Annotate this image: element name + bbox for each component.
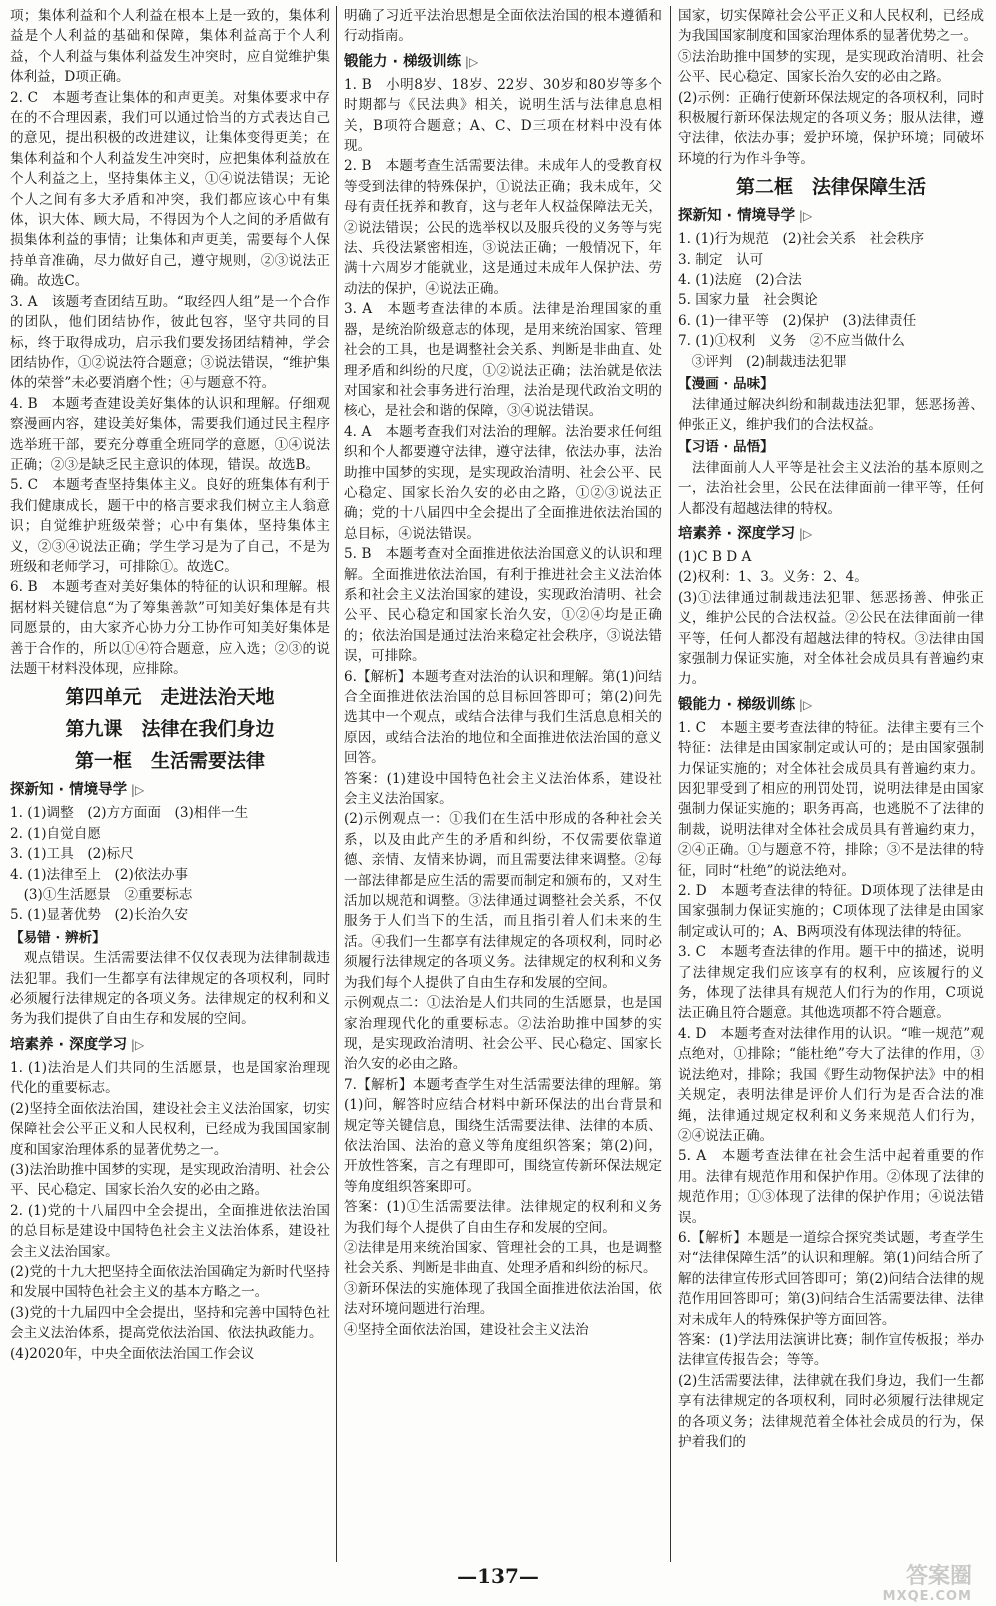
answer-paragraph: 1. (1)调整 (2)方方面面 (3)相伴一生 2. (1)自觉自愿 3. (1)工具 (2)标尺 4. (1)法律至上 (2)依法办事 (3)①生活愿景 ②重要标志 5. (1)显著优势 (2)长治久安 (10, 805, 249, 924)
section-heading (678, 521, 984, 547)
chevron-right-icon: |▷ (795, 209, 813, 224)
unit-title: 第四单元 走进法治天地 (65, 686, 275, 709)
answer-paragraph: 3. C 本题考查法律的作用。题干中的描述，说明了法律规定我们应该享有的权利，应该履行的义务，体现了法律具有规范人们行为的作用，C项说法正确且符合题意。其他选项都不符合题意。 (678, 944, 984, 1022)
section-heading-text: 培素养 · 深度学习 (678, 525, 796, 542)
answer-paragraph: 6.【解析】本题考查对法治的认识和理解。第(1)问结合全面推进依法治国的总目标回答即可；第(2)问先选其中一个观点，或结合法律与我们生活息息相关的原因，或结合法治的地位和全面推进依法治国的意义回答。 答案：(1)建设中国特色社会主义法治体系，建设社会主义法治国家。 (2)示例观点一：①我们在生活中形成的各种社会关系，以及由此产生的矛盾和纠纷，不仅需要依靠道德、亲情、友情来协调，而且需要法律来调整。②每一部法律都是应生活的需要而制定和颁布的，又对生活加以规范和调整。③法律通过调整社会关系，不仅服务于人们当下的生活，而且指引着人们未来的生活。④我们一生都享有法律规定的各项权利，同时必须履行法律规定的各项义务。法律规定的权利和义务为我们每个人提供了自由生存和发展的空间。 示例观点二：①法治是人们共同的生活愿景，也是国家治理现代化的重要标志。②法治助推中国梦的实现，是实现政治清明、社会公平、民心稳定、国家长治久安的必由之路。 (344, 668, 662, 1073)
section-heading (678, 692, 984, 718)
chevron-right-icon: |▷ (795, 526, 813, 541)
unit-title: 第一框 生活需要法律 (74, 750, 265, 773)
unit-title: 第九课 法律在我们身边 (65, 718, 275, 741)
answer-paragraph: 1. (1)行为规范 (2)社会关系 社会秩序 3. 制定 认可 4. (1)法庭 (2)合法 5. 国家力量 社会舆论 6. (1)一律平等 (2)保护 (3)法律责任 7. (1)①权利 义务 ②不应当做什么 ③评判 (2)制裁违法犯罪 (678, 231, 925, 370)
chevron-right-icon: |▷ (127, 1037, 145, 1052)
watermark-url: MXQE.COM (882, 1589, 972, 1604)
answer-paragraph: 3. A 该题考查团结互助。“取经四人组”是一个合作的团队，他们团结协作，彼此包容，坚守共同的目标，终于取得成功，启示我们要发扬团结精神，学会团结协作，①②说法符合题意；③说法错误，“维护集体的荣誉”未必要消磨个性；④与题意不符。 (10, 293, 330, 392)
answer-paragraph: 国家，切实保障社会公平正义和人民权利，已经成为我国国家制度和国家治理体系的显著优势之一。 ⑤法治助推中国梦的实现，是实现政治清明、社会公平、民心稳定、国家长治久安的必由之路。 (2)示例：正确行使新环保法规定的各项权利，同时积极履行新环保法规定的各项义务；服从法律，遵守法律，依法办事；爱护环境，保护环境；同破坏环境的行为作斗争等。 (678, 8, 984, 167)
chevron-right-icon: |▷ (127, 783, 145, 798)
unit-title: 第二框 法律保障生活 (735, 176, 926, 199)
section-heading-text: 培素养 · 深度学习 (10, 1036, 128, 1053)
answer-paragraph: 5. B 本题考查对全面推进依法治国意义的认识和理解。全面推进依法治国，有利于推进社会主义法治体系和社会主义法治国家的建设，实现政治清明、社会公平、民心稳定和国家长治久安，①②④均是正确的；依法治国是通过法治来稳定社会秩序，③说法错误，可排除。 (344, 546, 662, 665)
answer-paragraph: 3. A 本题考查法律的本质。法律是治理国家的重器，是统治阶级意志的体现，是用来统治国家、管理社会的工具，也是调整社会关系、判断是非曲直、处理矛盾和纠纷的尺度，①②说法正确；法治就是依法对国家和社会事务进行治理，法治是现代政治文明的核心，是社会和谐的保障，③④说法错误。 (344, 301, 662, 420)
answer-paragraph: 法律面前人人平等是社会主义法治的基本原则之一，法治社会里，公民在法律面前一律平等，任何人都没有超越法律的特权。 (678, 459, 984, 517)
answer-paragraph: 1. B 小明8岁、18岁、22岁、30岁和80岁等多个时期都与《民法典》相关，说明生活与法律息息相关，B项符合题意；A、C、D三项在材料中没有体现。 (344, 76, 662, 155)
sub-heading: 【漫画 · 品味】 (678, 376, 774, 393)
answer-paragraph: 2. C 本题考查让集体的和声更美。对集体要求中存在的不合理因素，我们可以通过恰当的方式表达自己的意见，提出积极的改进建议，让集体变得更美；在集体利益和个人利益发生冲突时，应把集体利益放在个人利益之上，坚持集体主义，①④说法错误；无论个人之间有多大矛盾和冲突，我们都应该心中有集体，识大体、顾大局，不得因为个人之间的矛盾做有损集体利益的事情；让集体和声更美，需要每个人保持单音准确，尽力做好自己，遵守规则，②③说法正确。故选C。 (10, 89, 330, 290)
section-heading (678, 203, 984, 229)
watermark-text: 答案圈 (905, 1564, 972, 1589)
answer-paragraph: 明确了习近平法治思想是全面依法治国的根本遵循和行动指南。 (344, 8, 662, 45)
section-heading (10, 777, 330, 803)
sub-heading: 【习语 · 品悟】 (678, 439, 774, 456)
column-middle (344, 6, 662, 1340)
answer-paragraph: 法律通过解决纠纷和制裁违法犯罪，惩恶扬善、伸张正义，维护我们的合法权益。 (678, 396, 984, 433)
answer-paragraph: 4. B 本题考查建设美好集体的认识和理解。仔细观察漫画内容，建设美好集体，需要我们通过民主程序选举班干部，要充分尊重全班同学的意愿，①④说法正确；②③是缺乏民主意识的体现，错误。故选B。 (10, 395, 330, 473)
answer-paragraph: 5. C 本题考查坚持集体主义。良好的班集体有利于我们健康成长，题干中的格言要求我们树立主人翁意识；自觉维护班级荣誉；心中有集体，坚持集体主义，②③④说法正确；学生学习是为了自己，不是为班级和老师学习，可排除①。故选C。 (10, 477, 330, 575)
column-divider (670, 6, 671, 1562)
section-heading-text: 探新知 · 情境导学 (10, 782, 128, 799)
column-left (10, 6, 330, 1364)
answer-paragraph: 6.【解析】本题是一道综合探究类试题，考查学生对“法律保障生活”的认识和理解。第(1)问结合所了解的法律宣传形式回答即可；第(2)问结合法律的规范作用回答即可；第(3)问结合生活需要法律、法律对未成年人的特殊保护等方面回答。 答案：(1)学法用法演讲比赛；制作宣传板报；举办法律宣传报告会；等等。 (2)生活需要法律，法律就在我们身边，我们一生都享有法律规定的各项权利，同时必须履行法律规定的各项义务；法律规范着全体社会成员的行为，保护着我们的 (678, 1229, 984, 1450)
answer-paragraph: 2. B 本题考查生活需要法律。未成年人的受教育权等受到法律的特殊保护，①说法正确；我未成年，父母有责任抚养和教育，这与老年人权益保障法无关，②说法错误；公民的选举权以及服兵役的义务等与宪法、兵役法紧密相连，③说法正确；一般情况下，年满十六周岁才能就业，这是通过未成年人保护法、劳动法的保护，④说法正确。 (344, 158, 662, 297)
answer-paragraph: 5. A 本题考查法律在社会生活中起着重要的作用。法律有规范作用和保护作用。②体现了法律的规范作用；①③体现了法律的保护作用；④说法错误。 (678, 1148, 984, 1226)
column-divider (336, 6, 337, 1562)
chevron-right-icon: |▷ (461, 54, 479, 69)
answer-paragraph: (1)C B D A (2)权利：1、3。义务：2、4。 (3)①法律通过制裁违法犯罪、惩恶扬善、伸张正义，维护公民的合法权益。②公民在法律面前一律平等，任何人都没有超越法律的特权。③法律由国家强制力保证实施，对全体社会成员具有普遍约束力。 (678, 548, 984, 688)
sub-heading: 【易错 · 辨析】 (10, 929, 106, 946)
watermark (883, 1566, 972, 1606)
answer-paragraph: 4. D 本题考查对法律作用的认识。“唯一规范”观点绝对，①排除；“能杜绝”夸大了法律的作用，③说法绝对，排除；我国《野生动物保护法》中的相关规定，表明法律是评价人们行为是否合法的准绳，法律通过规定权利和义务来规范人们行为，②④说法正确。 (678, 1025, 984, 1144)
answer-paragraph: 观点错误。生活需要法律不仅仅表现为法律制裁违法犯罪。我们一生都享有法律规定的各项权利，同时必须履行法律规定的各项义务。法律规定的权利和义务为我们提供了自由生存和发展的空间。 (10, 950, 330, 1028)
answer-paragraph: 6. B 本题考查对美好集体的特征的认识和理解。根据材料关键信息“为了筹集善款”可知美好集体是有共同愿景的，由大家齐心协力分工协作可知美好集体是善于合作的，所以①④符合题意，应入选；②③的说法题干材料没体现，应排除。 (10, 579, 330, 677)
section-heading-text: 锻能力 · 梯级训练 (344, 53, 462, 70)
section-heading (10, 1032, 330, 1058)
answer-paragraph: 4. A 本题考查我们对法治的理解。法治要求任何组织和个人都要遵守法律，遵守法律，依法办事，法治助推中国梦的实现，是实现政治清明、社会公平、民心稳定、国家长治久安的必由之路，①②③说法正确；党的十八届四中全会提出了全面推进依法治国的总目标，④说法错误。 (344, 423, 662, 542)
chevron-right-icon: |▷ (795, 697, 813, 712)
answer-paragraph: 7.【解析】本题考查学生对生活需要法律的理解。第(1)问，解答时应结合材料中新环保法的出台背景和规定等关键信息，围绕生活需要法律、法律的本质、依法治国、法治的意义等角度组织答案；第(2)问，开放性答案，言之有理即可，围绕宣传新环保法规定等角度组织答案即可。 答案：(1)①生活需要法律。法律规定的权利和义务为我们每个人提供了自由生存和发展的空间。 ②法律是用来统治国家、管理社会的工具，也是调整社会关系、判断是非曲直、处理矛盾和纠纷的标尺。 ③新环保法的实施体现了我国全面推进依法治国，依法对环境问题进行治理。 ④坚持全面依法治国，建设社会主义法治 (344, 1076, 662, 1338)
column-right (678, 6, 984, 1452)
section-heading (344, 49, 662, 75)
answer-paragraph: 2. D 本题考查法律的特征。D项体现了法律是由国家强制力保证实施的；C项体现了法律是由国家制定或认可的；A、B两项没有体现法律的特征。 (678, 883, 984, 940)
answer-paragraph: 1. (1)法治是人们共同的生活愿景，也是国家治理现代化的重要标志。 (2)坚持全面依法治国，建设社会主义法治国家，切实保障社会公平正义和人民权利，已经成为我国国家制度和国家治理体系的显著优势之一。 (3)法治助推中国梦的实现，是实现政治清明、社会公平、民心稳定、国家长治久安的必由之路。 2. (1)党的十八届四中全会提出，全面推进依法治国的总目标是建设中国特色社会主义法治体系，建设社会主义法治国家。 (2)党的十九大把坚持全面依法治国确定为新时代坚持和发展中国特色社会主义的基本方略之一。 (3)党的十九届四中全会提出，坚持和完善中国特色社会主义法治体系，提高党依法治国、依法执政能力。 (4)2020年，中央全面依法治国工作会议 (10, 1059, 330, 1362)
answer-paragraph: 项；集体利益和个人利益在根本上是一致的，集体利益是个人利益的基础和保障，集体利益高于个人利益，个人利益与集体利益发生冲突时，应自觉维护集体利益，D项正确。 (10, 8, 330, 86)
section-heading-text: 锻能力 · 梯级训练 (678, 696, 796, 713)
page-number: —137— (457, 1564, 539, 1588)
section-heading-text: 探新知 · 情境导学 (678, 208, 796, 225)
answer-paragraph: 1. C 本题主要考查法律的特征。法律主要有三个特征：法律是由国家制定或认可的；是由国家强制力保证实施的；对全体社会成员具有普遍约束力。因犯罪受到了相应的刑罚处罚，说明法律是由国家强制力保证实施的；职务再高，也逃脱不了法律的制裁，说明法律对全体社会成员具有普遍约束力，②④正确。①与题意不符，排除；③不是法律的特征，同时“杜绝”的说法绝对。 (678, 719, 984, 879)
